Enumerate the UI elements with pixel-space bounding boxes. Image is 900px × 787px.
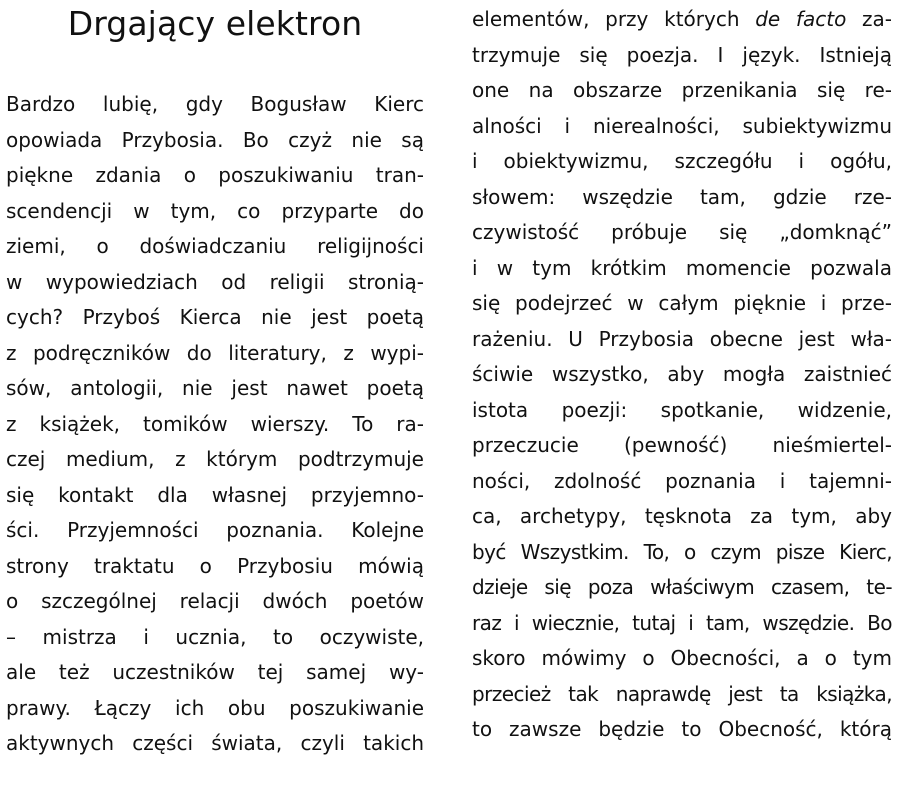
text-line: istota poezji: spotkanie, widzenie, — [472, 397, 892, 422]
text-line: i obiektywizmu, szczegółu i ogółu, — [472, 149, 892, 173]
text-line: aktywnych części świata, czyli takich — [6, 731, 424, 755]
text-line: piękne zdania o poszukiwaniu tran- — [6, 163, 424, 187]
text-line: ści. Przyjemności poznania. Kolejne — [6, 518, 424, 542]
text-line — [472, 2, 892, 38]
article-title: Drgający elektron — [67, 4, 363, 43]
text-line: Bardzo lubię, gdy Bogusław Kierc — [6, 92, 424, 116]
text-run: za- — [846, 7, 892, 31]
text-line: się kontakt dla własnej przyjemno- — [6, 482, 424, 507]
text-line: ności, zdolność poznania i tajemni- — [472, 468, 892, 493]
text-line: skoro mówimy o Obecności, a o tym — [472, 646, 892, 670]
text-line: czywistość próbuje się „domknąć” — [472, 220, 892, 244]
text-line: cych? Przyboś Kierca nie jest poetą — [6, 305, 424, 329]
text-line: i w tym krótkim momencie pozwala — [472, 255, 892, 280]
text-line: się podejrzeć w całym pięknie i prze- — [472, 291, 892, 315]
text-line: opowiada Przybosia. Bo czyż nie są — [6, 127, 424, 152]
text-line: ziemi, o doświadczaniu religijności — [6, 234, 424, 258]
left-column-text — [6, 87, 424, 762]
italic-phrase: de facto — [755, 7, 847, 31]
text-line: strony traktatu o Przybosiu mówią — [6, 553, 424, 578]
text-line: przeczucie (pewność) nieśmiertel- — [472, 433, 892, 457]
text-line: sów, antologii, nie jest nawet poetą — [6, 376, 424, 400]
text-line: z książek, tomików wierszy. To ra- — [6, 411, 424, 436]
text-line: słowem: wszędzie tam, gdzie rze- — [472, 184, 892, 209]
text-line: one na obszarze przenikania się re- — [472, 78, 892, 102]
text-line: dzieje się poza właściwym czasem, te- — [472, 575, 892, 599]
text-line: trzymuje się poezja. I język. Istnieją — [472, 42, 892, 67]
text-line: raz i wiecznie, tutaj i tam, wszędzie. Bo — [472, 610, 892, 635]
text-run: elementów, przy których — [472, 7, 756, 31]
text-line: ściwie wszystko, aby mogła zaistnieć — [472, 362, 892, 386]
text-line: czej medium, z którym podtrzymuje — [6, 447, 424, 471]
text-line: przecież tak naprawdę jest ta książka, — [472, 681, 892, 706]
text-line: w wypowiedziach od religii stronią- — [6, 269, 424, 294]
text-line: być Wszystkim. To, o czym pisze Kierc, — [472, 539, 892, 564]
text-line: alności i nierealności, subiektywizmu — [472, 113, 892, 138]
right-column-text — [472, 2, 892, 748]
text-line: o szczególnej relacji dwóch poetów — [6, 589, 424, 613]
text-line: to zawsze będzie to Obecność, którą — [472, 717, 892, 741]
text-line: – mistrza i ucznia, to oczywiste, — [6, 624, 424, 649]
text-line: z podręczników do literatury, z wypi- — [6, 340, 424, 365]
text-line: scendencji w tym, co przyparte do — [6, 198, 424, 223]
text-line: ale też uczestników tej samej wy- — [6, 660, 424, 684]
text-line: prawy. Łączy ich obu poszukiwanie — [6, 695, 424, 720]
text-line: ca, archetypy, tęsknota za tym, aby — [472, 504, 892, 528]
text-line: rażeniu. U Przybosia obecne jest wła- — [472, 326, 892, 351]
